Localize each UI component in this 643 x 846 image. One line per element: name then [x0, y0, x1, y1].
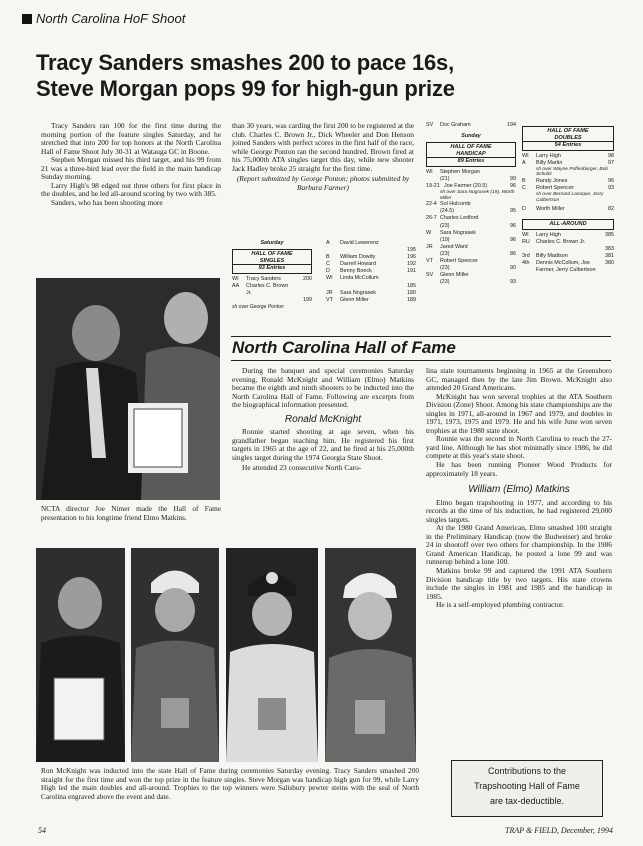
page-number: 54 [38, 826, 46, 835]
photo-high [325, 548, 416, 762]
report-credit: (Report submitted by George Ponton; photos submitted by Barbara Farmer) [236, 174, 410, 192]
photo-illustration [36, 278, 220, 500]
photo-sanders [131, 548, 219, 762]
caption-photo1: NCTA director Joe Nimer made the Hall of Fame presentation to his longtime friend Elmo Matkins. [41, 504, 221, 522]
caption-bottom: Ron McKnight was inducted into the state Hall of Fame during ceremonies Saturday evening. Tracy Sanders smashed 200 straight for the first time and won the top prize in the feature singles. Steve Morgan was handicap high gun for 99, while Larry High led the main doubles and all-around. Trophies to the top winners were Salisbury pewter steins with the seal of North Carolina engraved above the event and date. [41, 766, 419, 801]
rule-bottom [231, 360, 611, 361]
elmo-heading: William (Elmo) Matkins [468, 484, 570, 496]
photo-nimer-matkins [36, 278, 220, 500]
photo-mcknight [36, 548, 125, 762]
ronald-heading: Ronald McKnight [284, 413, 362, 425]
headline: Tracy Sanders smashes 200 to pace 16s, Steve Morgan pops 99 for high-gun prize [36, 50, 455, 101]
doubles-event-box: HALL OF FAME DOUBLES 54 Entries [522, 126, 614, 151]
section-kicker: North Carolina HoF Shoot [22, 11, 185, 26]
article-col2: than 30 years, was carding the first 200 to be registered at the club. Charles C. Brown Jr., Dick Wheeler and Don Henson joined Sanders with perfect scores in the first half of the race, while George Ponton ran the second hundred. Brown fired at his 75,000th ATA singles target this day, while new shooter Jack Hadley broke 25 straight for the first time. (Report submitted by George Ponton; photos submitted by Barbara Farmer) [232, 121, 414, 192]
saturday-results: Saturday HALL OF FAME SINGLES 93 Entries WI Tracy Sanders 200 AA Charles C. Brown Jr. 199 sh over George Ponton [232, 240, 312, 311]
hof-col-mid: During the banquet and special ceremonies Saturday evening, Ronald McKnight and William (Elmo) Matkins became the eighth and ninth shooters to be inducted into the North Carolina Hall of Fame. Following are excerpts from the biographical information presented. Ronald McKnight Ronnie started shooting at age seven, when his grandfather began teaching him. He registered his first targets in 1965 at the age of 22, and he fired at his 25,000th singles target during the 1974 Georgia State Shoot. He attended 23 consecutive North Caro- [232, 366, 414, 473]
publication-line: TRAP & FIELD, December, 1994 [505, 826, 613, 835]
sunday-event-box: HALL OF FAME HANDICAP 89 Entries [426, 142, 516, 167]
photo-illustration [131, 548, 219, 762]
saturday-event-box: HALL OF FAME SINGLES 93 Entries [232, 249, 312, 274]
doubles-results: HALL OF FAME DOUBLES 54 Entries WI Larry High 98 A Billy Martin 97 sh over Wayne Poffenbarger, Bob Schultz B Randy Jones 96 C Robert Spencer 93 sh over Bernard Lanoque, Jerry Culbertson D Worth Miller 82 ALL-AROUND WI Larry High 385 RU Charles C. Brown Jr. 383 3rd Billy Madison 381 4th Dennis McCollum, Joe Farmer, Jerry Culbertson 380 [522, 128, 614, 274]
saturday-results-2: A David Lewerenz 195 B William Dowdy 196 C Darrell Howard 192 D Benny Boeck 191 WI Linda McCollum 185 JR Sara Nograsek 180 VT Glenn Miller 189 [326, 240, 416, 303]
photo-illustration [226, 548, 318, 762]
contributions-box: Contributions to the Trapshooting Hall of Fame are tax-deductible. [451, 760, 603, 817]
hof-col-right: lina state tournaments beginning in 1965 at the Greensboro GC, managed then by the late Jim Brown. McKnight also attended 20 Grand Americans. McKnight has won several trophies at the ATA Southern Division (Zone) Shoot. Among his state championships are the singles in 1971, all-around in 1967 and 1979, and doubles in 1971, 1973, 1975 and 1979. He and his wife June won seven trophies at the 1980 state shoot. Ronnie was the second in North Carolina to reach the 27-yard line. Although he has shot minimally since 1986, he did compete at this year's state shoot. He has been running Pioneer Wood Products for approximately 18 years. William (Elmo) Matkins Elmo began trapshooting in 1977, and according to his records at the time of his induction, he had registered 29,000 singles targets. At the 1980 Grand American, Elmo smashed 100 straight in the Preliminary Handicap (now the Budweiser) and broke 24 in shootoff over two others for championship. In the 1986 Grand American Handicap, he posted a lone 99 and was runnerup behind a lone 100. Matkins broke 99 and captured the 1991 ATA Southern Division handicap title by two targets. His state crowns include the singles in 1981 and 1985 and the handicap in 1985. He is a self-employed plumbing contractor. [426, 366, 612, 610]
photo-illustration [325, 548, 416, 762]
rule-top [231, 336, 611, 337]
allaround-event-box: ALL-AROUND [522, 219, 614, 230]
kicker-square-icon [22, 14, 32, 24]
hof-heading: North Carolina Hall of Fame [232, 338, 456, 357]
sunday-results: SV Doc Graham 194 Sunday HALL OF FAME HANDICAP 89 Entries WI Stephen Morgan (21) 99 19-21 Joe Farmer (20.5) 96 sh over Sara Nograsek (19), Worth Miller 22-4 Sol Holcomb (24.5) 95 26-7 Charles Ledford (23) 96 W Sara Nograsek (19) 96 JR Jared Ward (23) 86 VT Robert Spencer (23) 90 SV Glenn Miller (23) 93 [426, 122, 516, 286]
photo-illustration [36, 548, 125, 762]
article-col1: Tracy Sanders ran 100 for the first time during the morning portion of the feature singles Saturday, and he stretched that into 200 for top honors at the North Carolina Hall of Fame Shoot July 30-31 at Watauga GC in Boone. Stephen Morgan missed his third target, and his 99 from 21 was a three-bird lead over the field in the main handicap Sunday morning. Larry High's 98 edged out three others for first place in the doubles, and he led all-around scoring by two with 385. Sanders, who has been shooting more [41, 121, 221, 207]
photo-morgan [226, 548, 318, 762]
